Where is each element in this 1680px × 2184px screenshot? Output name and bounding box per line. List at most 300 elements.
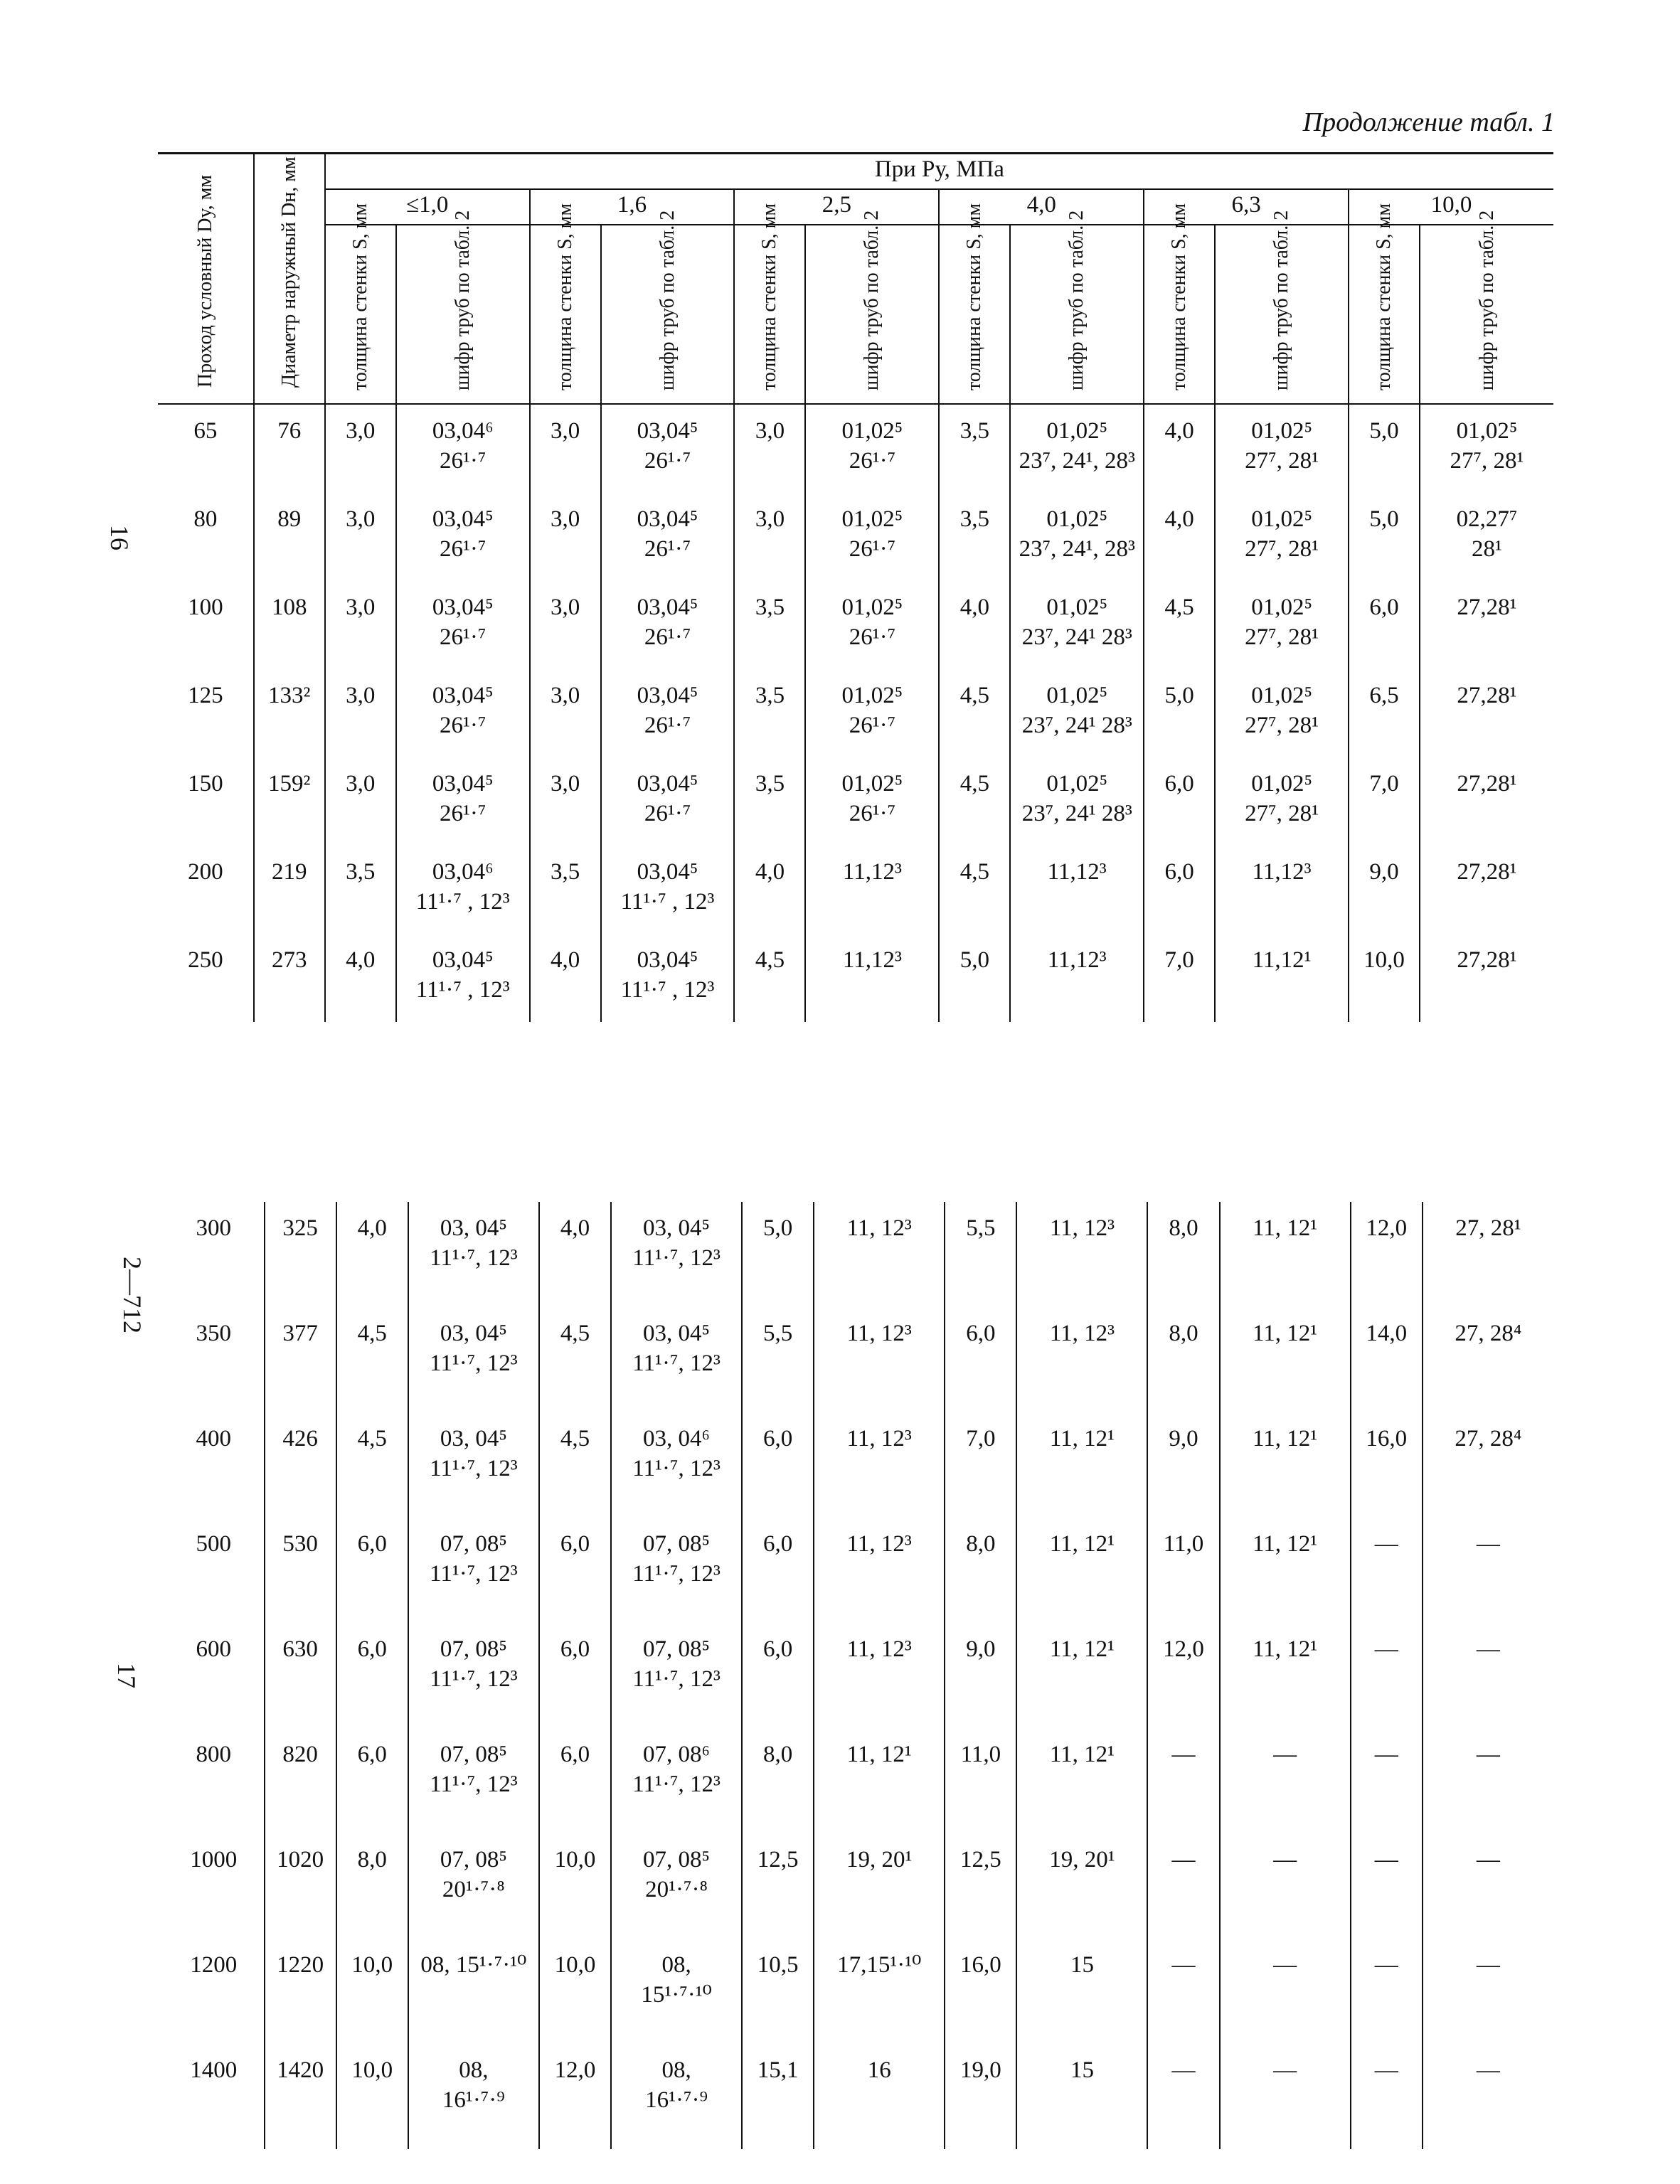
cell-dy: 65 (158, 404, 254, 493)
code-line-2: 27⁷, 28¹ (1245, 801, 1319, 826)
cell-thickness: 4,0 (1144, 404, 1215, 493)
cell-thickness: 5,0 (742, 1202, 814, 1307)
code-line-1: 01,02⁵ (841, 418, 903, 444)
cell-dn: 1420 (265, 2044, 336, 2149)
cell-thickness: 8,0 (945, 1518, 1016, 1623)
table-row (164, 1833, 1553, 1939)
cell-thickness: 6,0 (539, 1623, 611, 1728)
cell-dy: 300 (164, 1202, 265, 1307)
cell-thickness: 4,5 (939, 846, 1010, 934)
cell-code (1016, 1412, 1147, 1518)
cell-thickness: 3,5 (734, 757, 805, 846)
cell-dn: 630 (265, 1623, 336, 1728)
header-thickness: толщина стенки S, мм (1144, 225, 1215, 404)
table-row (158, 669, 1553, 757)
cell-dn: 426 (265, 1412, 336, 1518)
code-line-2: 26¹·⁷ (644, 536, 691, 562)
cell-thickness: 6,0 (336, 1623, 408, 1728)
code-line-1: 03,04⁵ (432, 595, 494, 620)
cell-dn: 159² (254, 757, 325, 846)
code-line-1: 01,02⁵ (1251, 771, 1312, 797)
cell-code (814, 1939, 945, 2044)
code-line-1: 19, 20¹ (1049, 1847, 1115, 1873)
code-line-1: 11, 12³ (846, 1531, 912, 1557)
code-line-2: 26¹·⁷ (440, 801, 487, 826)
cell-thickness: 12,5 (742, 1833, 814, 1939)
code-line-1: 03, 04⁵ (440, 1426, 507, 1451)
cell-code (611, 1728, 742, 1833)
code-line-1: 01,02⁵ (841, 506, 903, 532)
header-pressure-2: 1,6 (530, 189, 735, 225)
code-line-1: 01,02⁵ (1046, 506, 1108, 532)
code-line-1: 11, 12¹ (1049, 1426, 1115, 1451)
cell-code (1215, 581, 1349, 669)
code-line-1: 27,28¹ (1457, 771, 1517, 797)
cell-code (1420, 846, 1553, 934)
cell-code (814, 1728, 945, 1833)
cell-thickness: 4,0 (530, 934, 601, 1022)
code-line-1: 27,28¹ (1457, 859, 1517, 885)
code-line-1: 03,04⁵ (637, 595, 698, 620)
code-line-1: 03, 04⁵ (643, 1321, 711, 1346)
cell-thickness: 8,0 (1147, 1202, 1219, 1307)
cell-code (601, 581, 735, 669)
code-line-2: 26¹·⁷ (849, 536, 896, 562)
cell-thickness: 3,0 (325, 757, 396, 846)
cell-code (611, 1202, 742, 1307)
cell-code (1420, 493, 1553, 581)
code-line-1: 01,02⁵ (1251, 595, 1312, 620)
code-line-2: 11¹·⁷ , 12³ (620, 889, 715, 915)
code-line-1: 03,04⁶ (432, 418, 494, 444)
code-line-1: 11, 12¹ (1253, 1636, 1318, 1662)
table-row (158, 493, 1553, 581)
code-line-1: 11, 12¹ (1253, 1321, 1318, 1346)
header-pressure-1: ≤1,0 (325, 189, 530, 225)
table-row (164, 1728, 1553, 1833)
table-row (164, 1939, 1553, 2044)
cell-code (601, 493, 735, 581)
cell-code (1016, 1833, 1147, 1939)
cell-thickness: 4,0 (1144, 493, 1215, 581)
cell-thickness: 9,0 (1147, 1412, 1219, 1518)
code-line-2: 11¹·⁷ , 12³ (415, 977, 510, 1003)
header-code: шифр труб по табл. 2 (1010, 225, 1144, 404)
code-line-1: 16 (867, 2057, 891, 2083)
code-line-1: — (1273, 1952, 1297, 1978)
code-line-2: 28¹ (1472, 536, 1502, 562)
code-line-2: 11¹·⁷ , 12³ (620, 977, 715, 1003)
code-line-1: 07, 08⁵ (440, 1742, 507, 1767)
cell-code (396, 581, 530, 669)
cell-code (396, 669, 530, 757)
cell-code (1220, 1728, 1351, 1833)
cell-code (1215, 669, 1349, 757)
cell-thickness: 3,0 (734, 493, 805, 581)
cell-code (1423, 1728, 1553, 1833)
cell-code (601, 404, 735, 493)
cell-code (1220, 1518, 1351, 1623)
cell-thickness: 15,1 (742, 2044, 814, 2149)
code-line-2: 11¹·⁷, 12³ (430, 1666, 518, 1692)
code-line-1: 07, 08⁵ (440, 1636, 507, 1662)
cell-thickness: 4,5 (539, 1412, 611, 1518)
cell-code (814, 1833, 945, 1939)
code-line-1: 11, 12¹ (1253, 1426, 1318, 1451)
cell-thickness: 3,0 (530, 404, 601, 493)
cell-thickness: 12,0 (1351, 1202, 1423, 1307)
cell-thickness: 10,0 (336, 1939, 408, 2044)
code-line-2: 11¹·⁷, 12³ (632, 1456, 721, 1481)
cell-dy: 400 (164, 1412, 265, 1518)
cell-code (1423, 1833, 1553, 1939)
code-line-1: 01,02⁵ (841, 595, 903, 620)
code-line-1: 03,04⁵ (637, 683, 698, 708)
code-line-1: 07, 08⁶ (643, 1742, 711, 1767)
cell-code (1423, 1202, 1553, 1307)
code-line-1: 15 (1070, 1952, 1094, 1978)
table-row (164, 1307, 1553, 1412)
cell-thickness: 4,5 (734, 934, 805, 1022)
cell-thickness: 4,0 (939, 581, 1010, 669)
code-line-2: 27⁷, 28¹ (1245, 536, 1319, 562)
code-line-1: 07, 08⁵ (643, 1636, 711, 1662)
cell-code (611, 1307, 742, 1412)
cell-dn: 273 (254, 934, 325, 1022)
cell-code (1215, 934, 1349, 1022)
code-line-1: 03,04⁵ (432, 771, 494, 797)
table-row (158, 934, 1553, 1022)
cell-code (1220, 1833, 1351, 1939)
code-line-2: 26¹·⁷ (644, 801, 691, 826)
cell-code (1010, 846, 1144, 934)
cell-code (1215, 846, 1349, 934)
cell-thickness: 6,0 (945, 1307, 1016, 1412)
code-line-2: 16¹·⁷·⁹ (645, 2087, 708, 2113)
cell-dy: 150 (158, 757, 254, 846)
code-line-1: — (1476, 1742, 1500, 1767)
code-line-1: — (1476, 2057, 1500, 2083)
code-line-2: 23⁷, 24¹, 28³ (1019, 448, 1135, 474)
cell-code (1220, 1202, 1351, 1307)
cell-code (814, 1518, 945, 1623)
code-line-2: 26¹·⁷ (644, 448, 691, 474)
cell-thickness: 3,0 (325, 581, 396, 669)
cell-thickness: 4,5 (939, 757, 1010, 846)
code-line-2: 23⁷, 24¹, 28³ (1019, 536, 1135, 562)
cell-thickness: 5,5 (945, 1202, 1016, 1307)
code-line-1: 11, 12¹ (1253, 1531, 1318, 1557)
cell-code (805, 581, 939, 669)
cell-thickness: 8,0 (336, 1833, 408, 1939)
code-line-1: 19, 20¹ (846, 1847, 913, 1873)
code-line-1: — (1476, 1952, 1500, 1978)
cell-code (601, 934, 735, 1022)
code-line-1: 11, 12³ (1049, 1321, 1115, 1346)
cell-thickness: — (1351, 1833, 1423, 1939)
cell-thickness: 6,0 (539, 1728, 611, 1833)
cell-code (814, 1623, 945, 1728)
code-line-1: 08, (661, 2057, 691, 2083)
cell-thickness: 3,0 (325, 493, 396, 581)
cell-code (1423, 1412, 1553, 1518)
code-line-1: 11, 12³ (846, 1215, 912, 1241)
cell-code (408, 1623, 539, 1728)
code-line-1: 03, 04⁵ (440, 1321, 507, 1346)
cell-dn: 89 (254, 493, 325, 581)
cell-thickness: — (1351, 1728, 1423, 1833)
cell-code (1016, 1623, 1147, 1728)
print-code: 2—712 (118, 1257, 147, 1333)
cell-thickness: 10,0 (539, 1833, 611, 1939)
cell-thickness: 9,0 (1349, 846, 1420, 934)
code-line-2: 11¹·⁷, 12³ (632, 1351, 721, 1376)
header-code: шифр труб по табл. 2 (805, 225, 939, 404)
cell-thickness: 16,0 (1351, 1412, 1423, 1518)
cell-thickness: 6,0 (1349, 581, 1420, 669)
cell-thickness: 3,0 (530, 757, 601, 846)
cell-code (805, 493, 939, 581)
code-line-2: 23⁷, 24¹ 28³ (1021, 801, 1132, 826)
code-line-2: 26¹·⁷ (849, 713, 896, 738)
cell-thickness: — (1351, 2044, 1423, 2149)
cell-thickness: — (1351, 1518, 1423, 1623)
code-line-1: 07, 08⁵ (643, 1847, 711, 1873)
code-line-1: 11, 12¹ (1253, 1215, 1318, 1241)
cell-thickness: 11,0 (1147, 1518, 1219, 1623)
header-code: шифр труб по табл. 2 (601, 225, 735, 404)
code-line-1: 11,12³ (842, 859, 902, 885)
code-line-1: 11, 12³ (846, 1321, 912, 1346)
cell-code (1016, 1307, 1147, 1412)
cell-thickness: — (1147, 1728, 1219, 1833)
cell-code (1220, 2044, 1351, 2149)
code-line-1: 02,27⁷ (1456, 506, 1518, 532)
cell-code (1420, 757, 1553, 846)
code-line-1: 11,12³ (1047, 947, 1107, 973)
cell-dy: 500 (164, 1518, 265, 1623)
code-line-1: 07, 08⁵ (643, 1531, 711, 1557)
code-line-2: 26¹·⁷ (644, 713, 691, 738)
code-line-2: 26¹·⁷ (440, 536, 487, 562)
pipe-table-top (158, 152, 1553, 1022)
cell-thickness: 10,5 (742, 1939, 814, 2044)
cell-code (1220, 1939, 1351, 2044)
code-line-2: 20¹·⁷·⁸ (442, 1877, 505, 1902)
table-row (164, 1518, 1553, 1623)
cell-code (1016, 1518, 1147, 1623)
cell-thickness: 4,0 (734, 846, 805, 934)
code-line-2: 26¹·⁷ (440, 624, 487, 650)
header-dy: Проход условный Dу, мм (158, 154, 254, 405)
table-row (164, 1412, 1553, 1518)
cell-code (408, 1939, 539, 2044)
cell-thickness: 10,0 (1349, 934, 1420, 1022)
code-line-2: 11¹·⁷ , 12³ (415, 889, 510, 915)
code-line-1: 01,02⁵ (1046, 683, 1108, 708)
cell-code (1016, 1728, 1147, 1833)
cell-code (611, 1412, 742, 1518)
cell-code (1010, 493, 1144, 581)
code-line-1: 03,04⁵ (432, 683, 494, 708)
cell-thickness: 12,0 (539, 2044, 611, 2149)
cell-thickness: 19,0 (945, 2044, 1016, 2149)
code-line-1: 01,02⁵ (841, 683, 903, 708)
cell-thickness: 4,5 (939, 669, 1010, 757)
header-thickness: толщина стенки S, мм (939, 225, 1010, 404)
cell-code (1420, 581, 1553, 669)
cell-code (1010, 669, 1144, 757)
cell-code (1010, 757, 1144, 846)
code-line-2: 11¹·⁷, 12³ (430, 1351, 518, 1376)
cell-code (408, 2044, 539, 2149)
page-number-16: 16 (105, 525, 134, 550)
cell-thickness: 6,0 (539, 1518, 611, 1623)
code-line-1: 03, 04⁵ (440, 1215, 507, 1241)
cell-thickness: 4,0 (336, 1202, 408, 1307)
cell-code (1010, 934, 1144, 1022)
cell-thickness: — (1351, 1623, 1423, 1728)
code-line-2: 27⁷, 28¹ (1450, 448, 1524, 474)
header-thickness: толщина стенки S, мм (530, 225, 601, 404)
code-line-1: 01,02⁵ (1046, 418, 1108, 444)
cell-dn: 325 (265, 1202, 336, 1307)
cell-code (805, 934, 939, 1022)
cell-code (1220, 1412, 1351, 1518)
code-line-2: 26¹·⁷ (440, 713, 487, 738)
cell-thickness: — (1147, 1939, 1219, 2044)
table-row (158, 404, 1553, 493)
code-line-2: 26¹·⁷ (440, 448, 487, 474)
cell-code (1420, 404, 1553, 493)
cell-code (601, 846, 735, 934)
cell-thickness: — (1147, 1833, 1219, 1939)
cell-thickness: 6,0 (742, 1623, 814, 1728)
code-line-1: 11, 12³ (846, 1426, 912, 1451)
cell-dy: 80 (158, 493, 254, 581)
header-pressure-4: 4,0 (939, 189, 1144, 225)
code-line-1: 11,12³ (842, 947, 902, 973)
cell-thickness: 8,0 (1147, 1307, 1219, 1412)
cell-dn: 133² (254, 669, 325, 757)
cell-dn: 530 (265, 1518, 336, 1623)
cell-thickness: 3,5 (939, 404, 1010, 493)
code-line-2: 11¹·⁷, 12³ (430, 1561, 518, 1587)
table-row (158, 846, 1553, 934)
cell-thickness: 3,0 (530, 493, 601, 581)
cell-code (1220, 1307, 1351, 1412)
cell-thickness: — (1351, 1939, 1423, 2044)
cell-thickness: 5,0 (939, 934, 1010, 1022)
cell-thickness: 5,0 (1144, 669, 1215, 757)
code-line-1: — (1273, 1847, 1297, 1873)
code-line-1: 03,04⁵ (432, 947, 494, 973)
cell-dy: 1400 (164, 2044, 265, 2149)
cell-code (601, 669, 735, 757)
code-line-2: 11¹·⁷, 12³ (632, 1245, 721, 1271)
cell-thickness: 6,5 (1349, 669, 1420, 757)
cell-dy: 125 (158, 669, 254, 757)
cell-thickness: 3,5 (530, 846, 601, 934)
code-line-2: 11¹·⁷, 12³ (430, 1456, 518, 1481)
code-line-2: 16¹·⁷·⁹ (442, 2087, 505, 2113)
pipe-table-bottom (164, 1202, 1553, 2149)
table-row (158, 757, 1553, 846)
code-line-1: 01,02⁵ (1251, 683, 1312, 708)
code-line-1: 11, 12³ (1049, 1215, 1115, 1241)
code-line-1: 27, 28⁴ (1455, 1321, 1522, 1346)
header-pressure: При Pу, МПа (325, 154, 1553, 190)
cell-thickness: 16,0 (945, 1939, 1016, 2044)
cell-code (814, 1307, 945, 1412)
code-line-1: 08, (661, 1952, 691, 1978)
cell-code (1423, 1307, 1553, 1412)
cell-dy: 200 (158, 846, 254, 934)
code-line-1: 17,15¹·¹⁰ (837, 1952, 922, 1978)
header-pressure-5: 6,3 (1144, 189, 1349, 225)
cell-code (1420, 934, 1553, 1022)
table-row (164, 1202, 1553, 1307)
table-row (164, 1623, 1553, 1728)
cell-code (805, 846, 939, 934)
cell-thickness: 3,0 (325, 669, 396, 757)
code-line-2: 26¹·⁷ (849, 624, 896, 650)
cell-code (611, 1833, 742, 1939)
code-line-1: 01,02⁵ (1251, 506, 1312, 532)
code-line-1: 11, 12³ (846, 1636, 912, 1662)
cell-dn: 820 (265, 1728, 336, 1833)
table-row (164, 2044, 1553, 2149)
code-line-2: 23⁷, 24¹ 28³ (1021, 624, 1132, 650)
cell-code (611, 1939, 742, 2044)
cell-dy: 250 (158, 934, 254, 1022)
cell-thickness: 3,5 (734, 669, 805, 757)
code-line-1: — (1476, 1636, 1500, 1662)
code-line-1: 11, 12¹ (1049, 1742, 1115, 1767)
code-line-1: 27, 28⁴ (1455, 1426, 1522, 1451)
cell-thickness: 6,0 (336, 1518, 408, 1623)
code-line-1: — (1476, 1531, 1500, 1557)
cell-thickness: 3,5 (734, 581, 805, 669)
code-line-2: 11¹·⁷, 12³ (632, 1561, 721, 1587)
cell-code (1016, 1202, 1147, 1307)
cell-thickness: 4,5 (1144, 581, 1215, 669)
header-code: шифр труб по табл. 2 (1475, 210, 1498, 390)
table-body-top (158, 404, 1553, 1022)
code-line-1: 27,28¹ (1457, 947, 1517, 973)
code-line-1: — (1476, 1847, 1500, 1873)
cell-thickness: 7,0 (1349, 757, 1420, 846)
header-thickness: толщина стенки S, мм (1349, 225, 1420, 404)
code-line-2: 27⁷, 28¹ (1245, 624, 1319, 650)
cell-thickness: 4,5 (336, 1307, 408, 1412)
code-line-1: 07, 08⁵ (440, 1847, 507, 1873)
code-line-2: 15¹·⁷·¹⁰ (641, 1982, 712, 2008)
cell-code (611, 2044, 742, 2149)
cell-code (1215, 404, 1349, 493)
code-line-1: 11, 12¹ (1049, 1636, 1115, 1662)
cell-dn: 377 (265, 1307, 336, 1412)
cell-thickness: 4,5 (539, 1307, 611, 1412)
cell-code (396, 846, 530, 934)
cell-thickness: 6,0 (1144, 757, 1215, 846)
cell-code (805, 757, 939, 846)
cell-code (814, 2044, 945, 2149)
cell-thickness: 7,0 (1144, 934, 1215, 1022)
cell-thickness: — (1147, 2044, 1219, 2149)
cell-thickness: 3,5 (325, 846, 396, 934)
code-line-2: 11¹·⁷, 12³ (430, 1245, 518, 1271)
